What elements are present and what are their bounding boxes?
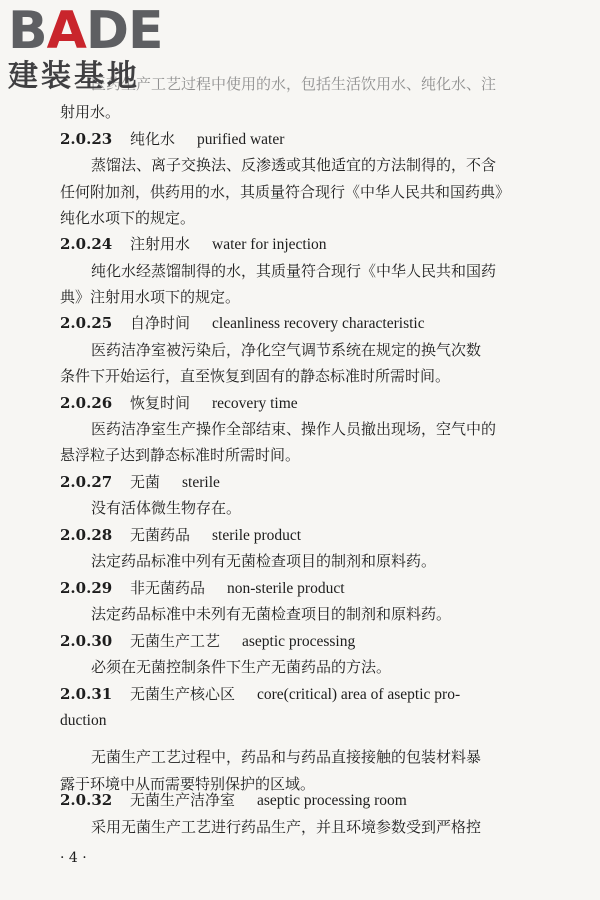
term-number: 2.0.30 bbox=[60, 632, 113, 650]
term-english: duction bbox=[60, 712, 107, 729]
term-chinese: 无菌药品 bbox=[130, 526, 191, 544]
term-number: 2.0.25 bbox=[60, 314, 113, 332]
term-english: aseptic processing room bbox=[257, 792, 407, 809]
definition-line: 露于环境中从而需要特别保护的区域。 bbox=[60, 775, 316, 793]
term-heading bbox=[60, 683, 550, 706]
definition-line: 纯化水项下的规定。 bbox=[60, 209, 196, 227]
term-english: core(critical) area of aseptic pro- bbox=[257, 686, 461, 703]
term-chinese: 注射用水 bbox=[130, 235, 191, 253]
logo-chinese-text: 建装基地 bbox=[8, 59, 140, 94]
term-number: 2.0.26 bbox=[60, 394, 113, 412]
term-heading bbox=[60, 577, 550, 600]
term-heading bbox=[60, 630, 550, 653]
definition-line: 医药洁净室生产操作全部结束、操作人员撤出现场，空气中的 bbox=[91, 420, 497, 438]
definition-line: 典》注射用水项下的规定。 bbox=[60, 288, 241, 306]
term-english: purified water bbox=[197, 131, 285, 148]
term-number: 2.0.23 bbox=[60, 130, 113, 148]
brand-logo bbox=[8, 1, 178, 96]
term-heading bbox=[60, 789, 550, 812]
definition-line: 纯化水经蒸馏制得的水，其质量符合现行《中华人民共和国药 bbox=[91, 262, 497, 280]
definition-line: 条件下开始运行，直至恢复到固有的静态标准时所需时间。 bbox=[60, 367, 451, 385]
definition-line: 医药洁净室被污染后，净化空气调节系统在规定的换气次数 bbox=[91, 341, 482, 359]
definition-line: 无菌生产工艺过程中，药品和与药品直接接触的包装材料暴 bbox=[91, 748, 482, 766]
page-number: · 4 · bbox=[60, 850, 87, 866]
paragraph-line: 射用水。 bbox=[60, 103, 121, 121]
term-heading bbox=[60, 233, 550, 256]
term-heading bbox=[60, 312, 550, 335]
definition-line: 采用无菌生产工艺进行药品生产，并且环境参数受到严格控 bbox=[91, 818, 482, 836]
term-heading bbox=[60, 392, 550, 415]
term-number: 2.0.29 bbox=[60, 579, 113, 597]
definition-line: 必须在无菌控制条件下生产无菌药品的方法。 bbox=[91, 658, 392, 676]
definition-line: 没有活体微生物存在。 bbox=[91, 499, 242, 517]
term-chinese: 非无菌药品 bbox=[130, 579, 206, 597]
term-chinese: 无菌生产核心区 bbox=[130, 685, 236, 703]
term-english: sterile product bbox=[212, 527, 302, 544]
term-chinese: 自净时间 bbox=[130, 314, 191, 332]
term-english: water for injection bbox=[212, 236, 327, 253]
term-english-continued bbox=[60, 709, 550, 732]
term-number: 2.0.31 bbox=[60, 685, 113, 703]
term-english: aseptic processing bbox=[242, 633, 356, 650]
term-heading bbox=[60, 524, 550, 547]
term-english: recovery time bbox=[212, 395, 298, 412]
paragraph-line: 医药生产工艺过程中使用的水，包括生活饮用水、纯化水、注 bbox=[91, 75, 497, 93]
term-english: non-sterile product bbox=[227, 580, 345, 597]
term-chinese: 纯化水 bbox=[130, 130, 176, 148]
definition-line: 蒸馏法、离子交换法、反渗透或其他适宜的方法制得的，不含 bbox=[91, 156, 497, 174]
definition-line: 法定药品标准中列有无菌检查项目的制剂和原料药。 bbox=[91, 552, 437, 570]
term-heading bbox=[60, 128, 550, 151]
term-chinese: 无菌生产工艺 bbox=[130, 632, 221, 650]
term-number: 2.0.24 bbox=[60, 235, 113, 253]
term-number: 2.0.28 bbox=[60, 526, 113, 544]
logo-wordmark: BADE bbox=[8, 1, 163, 61]
term-chinese: 无菌 bbox=[130, 473, 161, 491]
term-english: sterile bbox=[182, 474, 220, 491]
term-chinese: 无菌生产洁净室 bbox=[130, 791, 236, 809]
term-english: cleanliness recovery characteristic bbox=[212, 315, 425, 332]
definition-line: 悬浮粒子达到静态标准时所需时间。 bbox=[60, 446, 301, 464]
term-number: 2.0.27 bbox=[60, 473, 113, 491]
term-chinese: 恢复时间 bbox=[130, 394, 191, 412]
term-heading bbox=[60, 471, 550, 494]
definition-line: 法定药品标准中未列有无菌检查项目的制剂和原料药。 bbox=[91, 605, 452, 623]
term-number: 2.0.32 bbox=[60, 791, 113, 809]
definition-line: 任何附加剂，供药用的水，其质量符合现行《中华人民共和国药典》 bbox=[60, 183, 511, 201]
